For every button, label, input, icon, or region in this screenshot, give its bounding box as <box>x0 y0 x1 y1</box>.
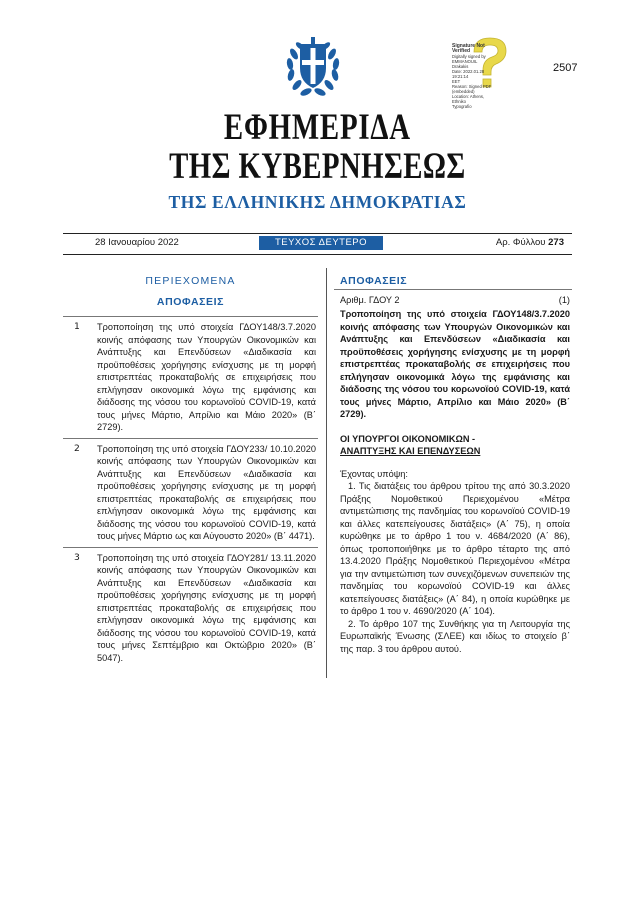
divider <box>63 438 318 439</box>
decision-number-row <box>334 295 572 308</box>
decision-body <box>340 468 570 656</box>
gazette-title-line1: ΕΦΗΜΕΡΙΔΑ <box>223 107 411 148</box>
body-paragraph: 1. Τις διατάξεις του άρθρου τρίτου της από 30.3.2020 Πράξης Νομοθετικού Περιεχομένου «Μέτρα αντιμετώπισης της πανδημίας του κορωνοϊού COVID-19 και άλλες κατεπείγουσες διατάξεις» (Α΄ 75), η οποία κυρώθηκε με το άρθρο 1 του ν. 4684/2020 (Α΄ 86), όπως τροποποιήθηκε με το άρθρο τέταρτο της από 13.4.2020 Πράξης Νομοθετικού Περιεχομένου «Μέτρα για την αντιμετώπιση των συνεχιζόμενων συνεπειών της πανδημίας του κορωνοϊού COVID-19 και άλλες κατεπείγουσες διατάξεις» (Α΄ 84), η οποία κυρώθηκε με το άρθρο 1 του ν. 4690/2020 (Α΄ 104). <box>340 481 570 616</box>
issue-date: 28 Ιανουαρίου 2022 <box>95 237 179 248</box>
contents-heading: ΠΕΡΙΕΧΟΜΕΝΑ <box>145 275 236 287</box>
toc-item-number: 3 <box>74 551 80 563</box>
toc-item-number: 2 <box>74 442 80 454</box>
column-divider <box>326 268 327 678</box>
signature-text <box>452 34 496 114</box>
contents-section-heading: ΑΠΟΦΑΣΕΙΣ <box>156 296 225 308</box>
issue-bar <box>63 233 572 255</box>
gazette-title-line2: ΤΗΣ ΚΥΒΕΡΝΗΣΕΩΣ <box>169 146 466 187</box>
signature-status: Signature Not Verified <box>452 43 487 54</box>
toc-item-text: Τροποποίηση της υπό στοιχεία ΓΔΟΥ148/3.7.2020 κοινής απόφασης των Υπουργών Οικονομικών και Ανάπτυξης και Επενδύσεων «Διαδικασία και προϋποθέσεις χορήγησης ενίσχυσης με τη μορφή επιστρεπτέας προκαταβολής σε επιχειρήσεις που επλήγησαν οικονομικά λόγω της εμφάνισης και διάδοσης της νόσου του κορωνοϊού COVID-19, κατά τους μήνες Μάρτιο, Απρίλιο και Μάιο 2020» (Β΄ 2729). <box>97 322 316 432</box>
toc-item-text: Τροποποίηση της υπό στοιχεία ΓΔΟΥ281/ 13.11.2020 κοινής απόφασης των Υπουργών Οικονομικών και Ανάπτυξης και Επενδύσεων «Διαδικασία και προϋποθέσεις χορήγησης ενίσχυσης με τη μορφή επιστρεπτέας προκαταβολής σε επιχειρήσεις που επλήγησαν οικονομικά λόγω της εμφάνισης και διάδοσης της νόσου του κορωνοϊού COVID-19, κατά τους μήνες Σεπτέμβριο και Οκτώβριο 2020» (Β΄ 5047). <box>97 552 316 663</box>
toc-item-number: 1 <box>74 321 80 332</box>
digital-signature <box>452 34 520 109</box>
ministers-line2: ΑΝΑΠΤΥΞΗΣ ΚΑΙ ΕΠΕΝΔΥΣΕΩΝ <box>340 446 481 456</box>
ministers-line1: ΟΙ ΥΠΟΥΡΓΟΙ ΟΙΚΟΝΟΜΙΚΩΝ - <box>340 433 476 444</box>
issue-sheet-number <box>496 237 564 248</box>
sheet-label: Αρ. Φύλλου <box>495 237 546 248</box>
toc-item <box>63 321 318 434</box>
divider <box>63 316 318 317</box>
gazette-subtitle: ΤΗΣ ΕΛΛΗΝΙΚΗΣ ΔΗΜΟΚΡΑΤΙΑΣ <box>168 192 467 212</box>
toc-item-text: Τροποποίηση της υπό στοιχεία ΓΔΟΥ233/ 10.10.2020 κοινής απόφασης των Υπουργών Οικονομικών και Ανάπτυξης και Επενδύσεων «Διαδικασία και προϋποθέσεις χορήγησης ενίσχυσης με τη μορφή επιστρεπτέας προκαταβολής σε επιχειρήσεις που επλήγησαν οικονομικά λόγω της εμφάνισης και διάδοσης της νόσου του κορωνοϊού COVID-19, κατά τους μήνες Μάρτιο ως και Αύγουστο 2020» (Β΄ 4471). <box>97 443 316 541</box>
divider <box>63 547 318 548</box>
page-number: 2507 <box>553 62 578 74</box>
coat-of-arms-icon <box>284 34 342 98</box>
sheet-number: 273 <box>548 237 564 248</box>
toc-item <box>63 443 318 543</box>
decisions-heading: ΑΠΟΦΑΣΕΙΣ <box>340 275 408 287</box>
decision-column <box>334 275 572 655</box>
toc-item <box>63 552 318 665</box>
decision-index: (1) <box>558 295 570 305</box>
ministers-heading <box>340 433 572 458</box>
decision-number: Αριθμ. ΓΔΟΥ 2 <box>340 295 400 305</box>
divider <box>334 289 572 290</box>
contents-column <box>63 275 318 664</box>
body-paragraph: 2. Το άρθρο 107 της Συνθήκης για τη Λειτουργία της Ευρωπαϊκής Ένωσης (ΣΛΕΕ) και ιδίως το στοιχείο β΄ της παρ. 3 του άρθρου αυτού. <box>340 618 570 654</box>
considering-intro: Έχοντας υπόψη: <box>340 468 408 479</box>
decision-title: Τροποποίηση της υπό στοιχεία ΓΔΟΥ148/3.7.2020 κοινής απόφασης των Υπουργών Οικονομικών και Ανάπτυξης και Επενδύσεων «Διαδικασία και προϋποθέσεις χορήγησης ενίσχυσης με τη μορφή επιστρεπτέας προκαταβολής σε επιχειρήσεις που επλήγησαν οικονομικά λόγω της εμφάνισης και διάδοσης της νόσου του κορωνοϊού COVID-19, κατά τους μήνες Μάρτιο, Απρίλιο και Μάιο 2020» (Β΄ 2729). <box>340 309 570 419</box>
signature-details: Digitally signed by EMMANOUIL Drakakis Date: 2022.01.28 19:21:14 EET Reason: Signed PDF (embedded) Location: Athens, Ethniko Typografio <box>452 54 492 109</box>
issue-series-badge: ΤΕΥΧΟΣ ΔΕΥΤΕΡΟ <box>259 236 383 250</box>
